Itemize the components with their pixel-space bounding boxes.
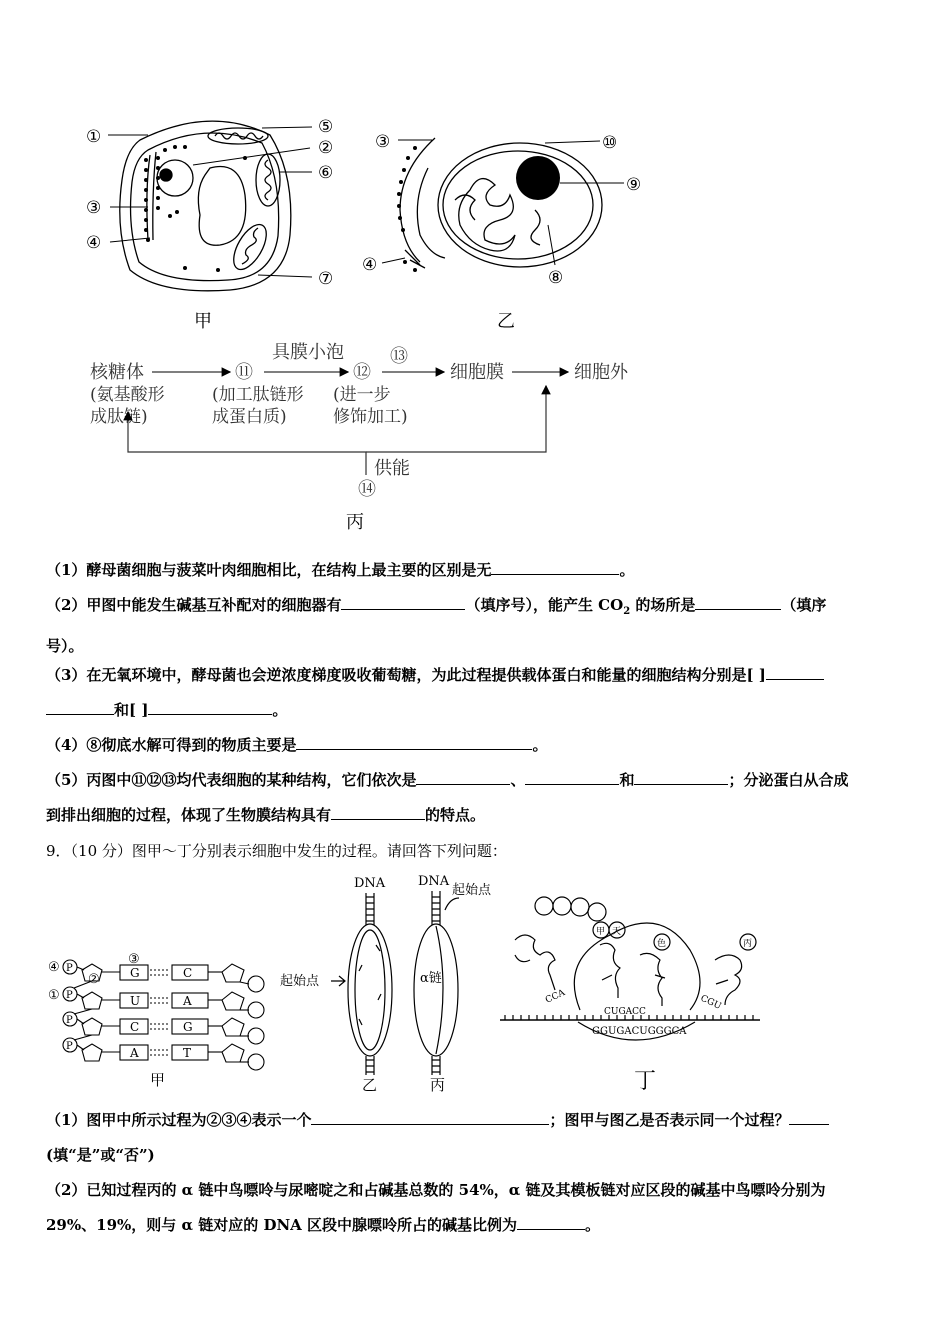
svg-text:修饰加工): 修饰加工) (333, 407, 408, 427)
q8-3: （3）在无氧环境中，酵母菌也会逆浓度梯度吸收葡萄糖，为此过程提供载体蛋白和能量的细胞结构分别是[ ] 和[ ] 。 (46, 658, 906, 728)
figure-cells (0, 100, 950, 345)
svg-text:①: ① (48, 988, 60, 1003)
answer-blank[interactable] (311, 1108, 549, 1125)
svg-text:③: ③ (128, 952, 140, 967)
flow-n13: ⑬ (390, 346, 408, 367)
mrna-sequence: GGUGACUGGGCA (592, 1026, 687, 1037)
svg-text:③: ③ (86, 198, 102, 218)
svg-text:⑦: ⑦ (318, 269, 334, 289)
svg-text:甲: 甲 (596, 927, 606, 937)
answer-blank[interactable] (331, 803, 425, 820)
svg-text:P: P (66, 990, 73, 1001)
svg-text:A: A (130, 1046, 139, 1060)
svg-text:起始点: 起始点 (452, 883, 492, 898)
svg-text:T: T (183, 1046, 192, 1060)
figure-q9 (0, 868, 950, 1093)
svg-text:色: 色 (657, 939, 667, 949)
flow-n14: ⑭ (358, 479, 376, 500)
flow-n12: ⑫ (353, 362, 371, 383)
cell-jia-leaders (108, 127, 312, 277)
flow-membrane: 细胞膜 (450, 362, 504, 383)
answer-blank[interactable] (517, 1213, 585, 1230)
svg-text:C: C (183, 966, 193, 980)
svg-text:③: ③ (375, 132, 391, 152)
fig9-yi (280, 876, 392, 1093)
figure-flow-bing (0, 340, 950, 540)
svg-text:⑧: ⑧ (548, 268, 564, 288)
svg-text:②: ② (318, 138, 334, 158)
flow-energy-label: 供能 (374, 458, 410, 479)
caption-fig9-jia: 甲 (150, 1071, 166, 1089)
cell-jia-labels (86, 117, 333, 289)
cell-yi-labels (362, 132, 641, 288)
svg-text:②: ② (88, 972, 100, 987)
answer-blank[interactable] (525, 768, 619, 785)
svg-text:丙: 丙 (743, 939, 753, 949)
flow-vesicle-label: 具膜小泡 (272, 342, 344, 363)
flow-n11: ⑪ (235, 362, 253, 383)
answer-blank[interactable] (296, 733, 532, 750)
caption-yi: 乙 (497, 311, 515, 332)
svg-text:CGU: CGU (698, 993, 723, 1012)
q8-5: （5）丙图中⑪⑫⑬均代表细胞的某种结构，它们依次是 、 和 ；分泌蛋白从合成 到排出细胞的过程，体现了生物膜结构具有 的特点。 (46, 763, 906, 833)
svg-text:P: P (66, 1015, 73, 1026)
answer-blank[interactable] (634, 768, 728, 785)
svg-text:α链: α链 (420, 971, 442, 986)
cell-yi (400, 138, 602, 268)
svg-text:CCA: CCA (544, 988, 567, 1006)
svg-text:(进一步: (进一步 (333, 385, 391, 405)
svg-text:(氨基酸形: (氨基酸形 (90, 385, 165, 405)
svg-text:①: ① (86, 127, 102, 147)
svg-text:④: ④ (362, 255, 378, 275)
caption-fig9-yi: 乙 (362, 1076, 378, 1093)
svg-text:DNA: DNA (354, 876, 386, 891)
q8-1: （1）酵母菌细胞与菠菜叶肉细胞相比，在结构上最主要的区别是无 。 (46, 553, 906, 588)
svg-text:天: 天 (612, 927, 622, 937)
answer-blank[interactable] (491, 558, 619, 575)
svg-text:⑥: ⑥ (318, 163, 334, 183)
svg-text:G: G (183, 1020, 193, 1034)
svg-text:CUGACC: CUGACC (604, 1007, 646, 1017)
svg-text:U: U (130, 994, 141, 1008)
q8-2: （2）甲图中能发生碱基互补配对的细胞器有 （填序号），能产生 $CO_2$ 的场所是 （填序 号）。 (46, 588, 906, 664)
answer-blank[interactable] (766, 663, 824, 680)
fig9-bing (414, 874, 492, 1093)
fig9-jia (48, 952, 264, 1089)
svg-text:A: A (183, 994, 192, 1008)
q9-header: 9．（10 分）图甲～丁分别表示细胞中发生的过程。请回答下列问题： (46, 842, 507, 860)
svg-text:起始点: 起始点 (280, 974, 320, 989)
answer-blank[interactable] (148, 698, 272, 715)
svg-text:④: ④ (48, 960, 60, 975)
answer-blank[interactable] (46, 698, 114, 715)
svg-text:④: ④ (86, 233, 102, 253)
svg-text:成蛋白质): 成蛋白质) (212, 407, 287, 427)
q9-1: （1）图甲中所示过程为②③④表示一个 ；图甲与图乙是否表示同一个过程？ (填“是”或“否”) (46, 1103, 906, 1173)
svg-text:成肽链): 成肽链) (90, 407, 148, 427)
q8-4: （4）⑧彻底水解可得到的物质主要是 。 (46, 728, 906, 763)
caption-fig9-ding: 丁 (634, 1069, 657, 1093)
svg-text:P: P (66, 963, 73, 974)
svg-text:⑨: ⑨ (626, 175, 642, 195)
answer-blank[interactable] (789, 1108, 829, 1125)
cell-jia-ribosomes (144, 145, 247, 272)
svg-text:P: P (66, 1041, 73, 1052)
caption-jia: 甲 (194, 311, 212, 332)
nucleolus (516, 156, 560, 200)
flow-ribosome: 核糖体 (90, 362, 144, 383)
fig9-ding (500, 897, 760, 1093)
caption-bing: 丙 (346, 512, 364, 533)
flow-nodes (90, 342, 629, 533)
answer-blank[interactable] (341, 593, 465, 610)
svg-text:C: C (130, 1020, 140, 1034)
caption-fig9-bing: 丙 (430, 1076, 446, 1093)
flow-outside: 细胞外 (574, 362, 628, 383)
answer-blank[interactable] (416, 768, 510, 785)
svg-text:G: G (130, 966, 140, 980)
svg-text:(加工肽链形: (加工肽链形 (212, 385, 304, 405)
q9-2: （2）已知过程丙的 α 链中鸟嘌呤与尿嘧啶之和占碱基总数的 54%，α 链及其模板链对应区段的碱基中鸟嘌呤分别为 29%、19%，则与 α 链对应的 DNA 区段中腺嘌呤所占的碱基比例为 。 (46, 1181, 826, 1234)
svg-text:⑩: ⑩ (602, 133, 618, 153)
cell-jia (120, 121, 291, 291)
svg-text:DNA: DNA (418, 874, 450, 889)
answer-blank[interactable] (695, 593, 781, 610)
svg-text:⑤: ⑤ (318, 117, 334, 137)
